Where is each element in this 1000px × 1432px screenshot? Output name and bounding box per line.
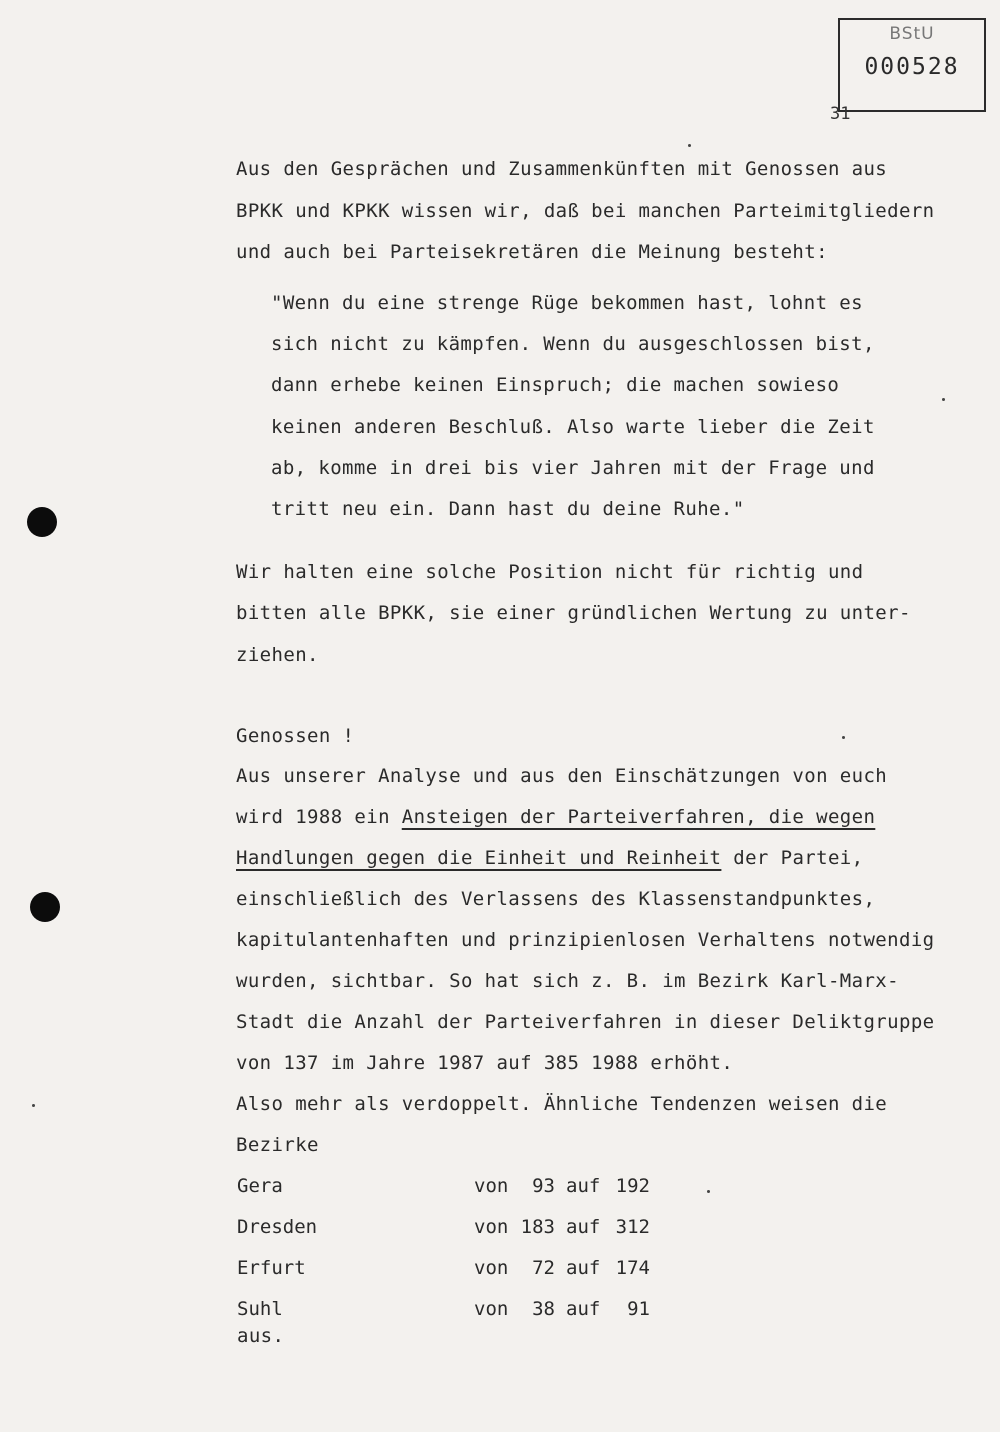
district-row: [0, 1257, 1000, 1283]
paragraph2-line: bitten alle BPKK, sie einer gründlichen Wertung zu unter-: [236, 602, 911, 624]
quote-line: "Wenn du eine strenge Rüge bekommen hast, lohnt es: [271, 292, 863, 314]
analysis-line: Stadt die Anzahl der Parteiverfahren in dieser Deliktgruppe: [236, 1011, 935, 1033]
scan-speck: [32, 1104, 35, 1107]
district-row: [0, 1175, 1000, 1201]
district-von: von: [474, 1216, 509, 1238]
stamp-label: BStU: [889, 24, 935, 44]
quote-line: ab, komme in drei bis vier Jahren mit der Frage und: [271, 457, 875, 479]
analysis-line: [236, 847, 863, 869]
analysis-line: Also mehr als verdoppelt. Ähnliche Tendenzen weisen die: [236, 1093, 888, 1115]
district-name: Erfurt: [237, 1257, 306, 1279]
analysis-line: [236, 806, 875, 828]
analysis-line: wurden, sichtbar. So hat sich z. B. im Bezirk Karl-Marx-: [236, 970, 899, 992]
quote-line: dann erhebe keinen Einspruch; die machen sowieso: [271, 374, 840, 396]
district-row: [0, 1216, 1000, 1242]
district-from: 72: [532, 1257, 555, 1279]
district-auf: auf: [566, 1257, 601, 1279]
district-name: Suhl: [237, 1298, 283, 1320]
district-to: 192: [615, 1175, 650, 1197]
punch-hole-top: [27, 507, 57, 537]
stamp-number: 000528: [864, 54, 960, 80]
district-to: 91: [627, 1298, 650, 1320]
analysis-line: von 137 im Jahre 1987 auf 385 1988 erhöht.: [236, 1052, 734, 1074]
district-auf: auf: [566, 1216, 601, 1238]
district-to: 174: [615, 1257, 650, 1279]
paragraph2-line: ziehen.: [236, 644, 319, 666]
district-from: 93: [532, 1175, 555, 1197]
district-row: [0, 1298, 1000, 1324]
district-from: 183: [520, 1216, 555, 1238]
underlined-text: Ansteigen der Parteiverfahren, die wegen: [401, 806, 876, 828]
district-name: Dresden: [237, 1216, 318, 1238]
analysis-text: der Partei,: [721, 847, 864, 869]
quote-line: sich nicht zu kämpfen. Wenn du ausgeschlossen bist,: [271, 333, 875, 355]
analysis-text: wird 1988 ein: [236, 806, 402, 828]
quote-line: tritt neu ein. Dann hast du deine Ruhe.": [271, 498, 745, 520]
paragraph1-line: und auch bei Parteisekretären die Meinung besteht:: [236, 241, 828, 263]
district-auf: auf: [566, 1298, 601, 1320]
paragraph2-line: Wir halten eine solche Position nicht für richtig und: [236, 561, 864, 583]
district-from: 38: [532, 1298, 555, 1320]
paragraph1-line: BPKK und KPKK wissen wir, daß bei manchen Parteimitgliedern: [236, 200, 935, 222]
closing-word: aus.: [237, 1325, 285, 1347]
scan-speck: [842, 736, 845, 739]
analysis-line: kapitulantenhaften und prinzipienlosen Verhaltens notwendig: [236, 929, 935, 951]
district-to: 312: [615, 1216, 650, 1238]
punch-hole-bottom: [30, 892, 60, 922]
district-von: von: [474, 1175, 509, 1197]
scan-speck: [942, 398, 945, 401]
underlined-text: Handlungen gegen die Einheit und Reinheit: [236, 847, 722, 869]
analysis-line: einschließlich des Verlassens des Klassenstandpunktes,: [236, 888, 876, 910]
salutation: Genossen !: [236, 725, 355, 747]
page-number: 31: [830, 104, 851, 124]
district-von: von: [474, 1298, 509, 1320]
district-auf: auf: [566, 1175, 601, 1197]
district-name: Gera: [237, 1175, 283, 1197]
archive-stamp: [838, 18, 986, 112]
analysis-line: Bezirke: [236, 1134, 319, 1156]
scan-speck: [688, 144, 691, 147]
paragraph1-line: Aus den Gesprächen und Zusammenkünften mit Genossen aus: [236, 158, 888, 180]
analysis-line: Aus unserer Analyse und aus den Einschätzungen von euch: [236, 765, 888, 787]
district-von: von: [474, 1257, 509, 1279]
quote-line: keinen anderen Beschluß. Also warte lieber die Zeit: [271, 416, 875, 438]
